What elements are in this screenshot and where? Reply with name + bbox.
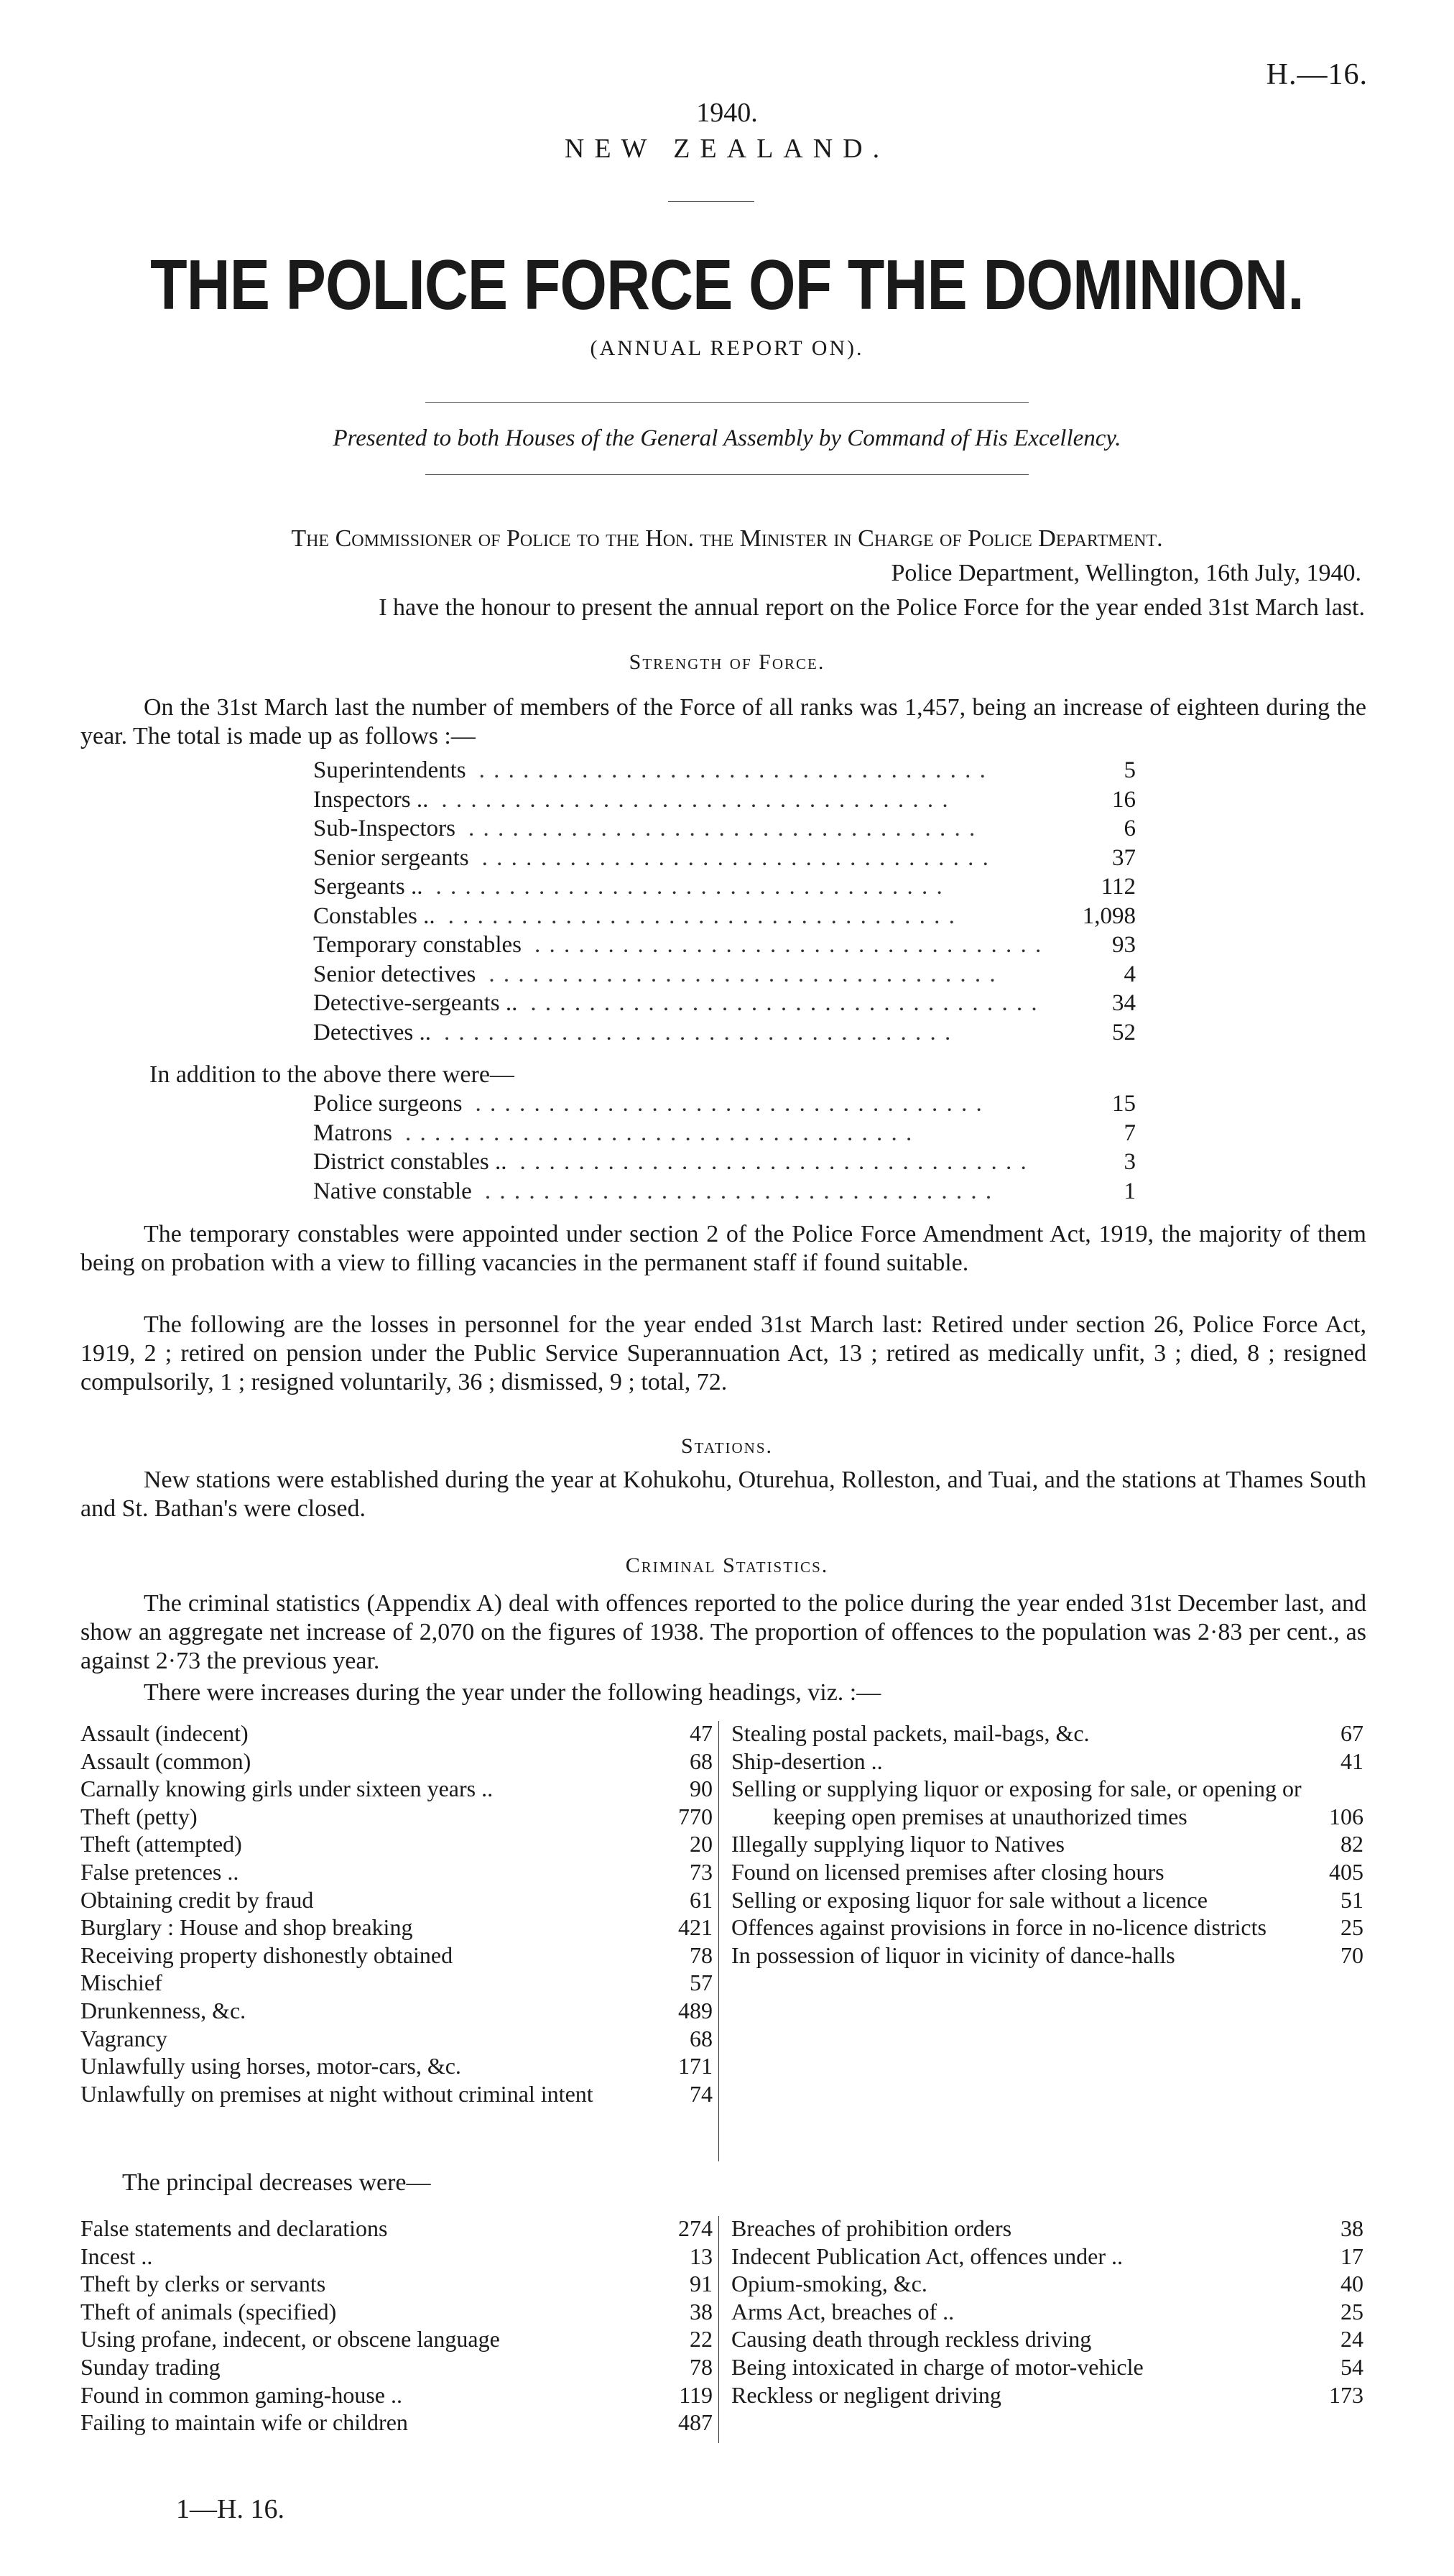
losses-para: The following are the losses in personnel for the year ended 31st March last: Retired under section 26, Police Force Act, 1919, 2 ; retired on pension under the Public Service Superannuation Act, 13 ; retired as medically unfit, 3 ; died, 8 ; resigned compulsorily, 1 ; resigned voluntarily, 36 ; dismissed, 9 ; total, 72.	[80, 1311, 1366, 1395]
list-item: False pretences .. 73	[80, 1858, 713, 1885]
list-item: Unlawfully using horses, motor-cars, &c. 171	[80, 2053, 713, 2079]
heading-stations: Stations.	[681, 1434, 773, 1458]
increases-right-list	[731, 1719, 1363, 1969]
increases-intro: There were increases during the year under the following headings, viz. :—	[144, 1679, 881, 1706]
rank-row: Superintendents . . . . . . . . . . . . . . . . . . . . . . . . . . . . . . . . . . . 5	[313, 757, 1136, 783]
list-item: Mischief 57	[80, 1970, 713, 1996]
rank-row: Senior detectives . . . . . . . . . . . . . . . . . . . . . . . . . . . . . . . . . . . 4	[313, 961, 1136, 987]
rank-row: Native constable . . . . . . . . . . . . . . . . . . . . . . . . . . . . . . . . . . . 1	[313, 1178, 1136, 1204]
list-item: Selling or exposing liquor for sale without a licence 51	[731, 1886, 1363, 1913]
page-subtitle: (ANNUAL REPORT ON).	[590, 336, 864, 360]
rank-row: Detective-sergeants .. . . . . . . . . . . . . . . . . . . . . . . . . . . . . . . . . . . . 34	[313, 990, 1136, 1016]
footer-reference: 1—H. 16.	[176, 2494, 284, 2524]
list-item: Theft (attempted) 20	[80, 1831, 713, 1857]
rank-row: Detectives .. . . . . . . . . . . . . . . . . . . . . . . . . . . . . . . . . . . . 52	[313, 1019, 1136, 1045]
letter-place-date: Police Department, Wellington, 16th July, 1940.	[891, 560, 1361, 586]
column-divider	[718, 1721, 719, 2161]
divider-bottom	[425, 474, 1029, 475]
list-item: Reckless or negligent driving 173	[731, 2381, 1363, 2408]
page-title: THE POLICE FORCE OF THE DOMINION.	[150, 245, 1304, 324]
list-item: Ship-desertion .. 41	[731, 1748, 1363, 1774]
ranks-list	[313, 756, 1136, 1047]
rank-row: Police surgeons . . . . . . . . . . . . . . . . . . . . . . . . . . . . . . . . . . . 15	[313, 1091, 1136, 1117]
divider-top	[425, 402, 1029, 403]
list-item: Assault (indecent) 47	[80, 1720, 713, 1746]
country-name: NEW ZEALAND.	[564, 134, 890, 164]
short-divider	[668, 201, 754, 202]
letter-opening: I have the honour to present the annual report on the Police Force for the year ended 31st March last.	[379, 594, 1365, 621]
list-item: Stealing postal packets, mail-bags, &c. 67	[731, 1720, 1363, 1746]
list-item: Offences against provisions in force in no-licence districts 25	[731, 1914, 1363, 1941]
list-item: Receiving property dishonestly obtained 78	[80, 1942, 713, 1968]
list-item: Theft (petty) 770	[80, 1803, 713, 1829]
list-item: Using profane, indecent, or obscene language 22	[80, 2326, 713, 2353]
letter-address: The Commissioner of Police to the Hon. the Minister in Charge of Police Department.	[291, 525, 1163, 552]
presented-line: Presented to both Houses of the General Assembly by Command of His Excellency.	[333, 425, 1121, 451]
increases-left-list	[80, 1719, 713, 2108]
heading-criminal-statistics: Criminal Statistics.	[625, 1554, 829, 1577]
rank-row: Inspectors .. . . . . . . . . . . . . . . . . . . . . . . . . . . . . . . . . . . . 16	[313, 786, 1136, 813]
strength-intro: On the 31st March last the number of members of the Force of all ranks was 1,457, being an increase of eighteen during the year. The total is made up as follows :—	[80, 694, 1366, 749]
list-item: Obtaining credit by fraud 61	[80, 1886, 713, 1913]
list-item: Illegally supplying liquor to Natives 82	[731, 1831, 1363, 1857]
rank-row: Temporary constables . . . . . . . . . . . . . . . . . . . . . . . . . . . . . . . . . . . 93	[313, 932, 1136, 958]
list-item: Unlawfully on premises at night without criminal intent 74	[80, 2080, 713, 2107]
decreases-left-list	[80, 2215, 713, 2437]
list-item: Theft by clerks or servants 91	[80, 2271, 713, 2297]
stations-para: New stations were established during the year at Kohukohu, Oturehua, Rolleston, and Tuai, and the stations at Thames South and St. Bathan's were closed.	[80, 1467, 1366, 1522]
list-item: Indecent Publication Act, offences under .. 17	[731, 2243, 1363, 2269]
list-item: Carnally knowing girls under sixteen years .. 90	[80, 1776, 713, 1802]
addition-intro: In addition to the above there were—	[149, 1061, 514, 1088]
list-item: Vagrancy 68	[80, 2025, 713, 2051]
list-item: Incest .. 13	[80, 2243, 713, 2269]
criminal-para: The criminal statistics (Appendix A) deal with offences reported to the police during the year ended 31st December last, and show an aggregate net increase of 2,070 on the figures of 1938. The proportion of offences to the population was 2·83 per cent., as against 2·73 the previous year.	[80, 1590, 1366, 1674]
list-item: Burglary : House and shop breaking 421	[80, 1914, 713, 1941]
list-item: Found on licensed premises after closing hours 405	[731, 1858, 1363, 1885]
list-item: Assault (common) 68	[80, 1748, 713, 1774]
decreases-right-list	[731, 2215, 1363, 2409]
rank-row: Senior sergeants . . . . . . . . . . . . . . . . . . . . . . . . . . . . . . . . . . . 37	[313, 844, 1136, 871]
rank-row: Sub-Inspectors . . . . . . . . . . . . . . . . . . . . . . . . . . . . . . . . . . . 6	[313, 816, 1136, 841]
rank-row: Constables .. . . . . . . . . . . . . . . . . . . . . . . . . . . . . . . . . . . . 1,098	[313, 902, 1136, 929]
list-item: Selling or supplying liquor or exposing for sale, or opening or keeping open premises at unauthorized times 106	[731, 1776, 1363, 1829]
decreases-intro: The principal decreases were—	[122, 2169, 431, 2196]
rank-row: Sergeants .. . . . . . . . . . . . . . . . . . . . . . . . . . . . . . . . . . . . 112	[313, 874, 1136, 900]
list-item: Being intoxicated in charge of motor-vehicle 54	[731, 2353, 1363, 2380]
list-item: In possession of liquor in vicinity of dance-halls 70	[731, 1942, 1363, 1968]
rank-row: District constables .. . . . . . . . . . . . . . . . . . . . . . . . . . . . . . . . . . . . 3	[313, 1149, 1136, 1175]
list-item: Sunday trading 78	[80, 2353, 713, 2380]
list-item: Arms Act, breaches of .. 25	[731, 2298, 1363, 2325]
document-reference: H.—16.	[1266, 58, 1368, 91]
heading-strength: Strength of Force.	[629, 650, 825, 674]
report-year: 1940.	[696, 98, 758, 128]
list-item: Found in common gaming-house .. 119	[80, 2381, 713, 2408]
list-item: Opium-smoking, &c. 40	[731, 2271, 1363, 2297]
list-item: Drunkenness, &c. 489	[80, 1997, 713, 2023]
column-divider	[718, 2216, 719, 2443]
additional-list	[313, 1089, 1136, 1206]
list-item: Theft of animals (specified) 38	[80, 2298, 713, 2325]
rank-row: Matrons . . . . . . . . . . . . . . . . . . . . . . . . . . . . . . . . . . . 7	[313, 1120, 1136, 1146]
list-item: Failing to maintain wife or children 487	[80, 2409, 713, 2436]
temporary-constables-para: The temporary constables were appointed under section 2 of the Police Force Amendment Act, 1919, the majority of them being on probation with a view to filling vacancies in the permanent staff if found suitable.	[80, 1221, 1366, 1276]
list-item: Causing death through reckless driving 24	[731, 2326, 1363, 2353]
list-item: Breaches of prohibition orders 38	[731, 2215, 1363, 2241]
list-item: False statements and declarations 274	[80, 2215, 713, 2241]
